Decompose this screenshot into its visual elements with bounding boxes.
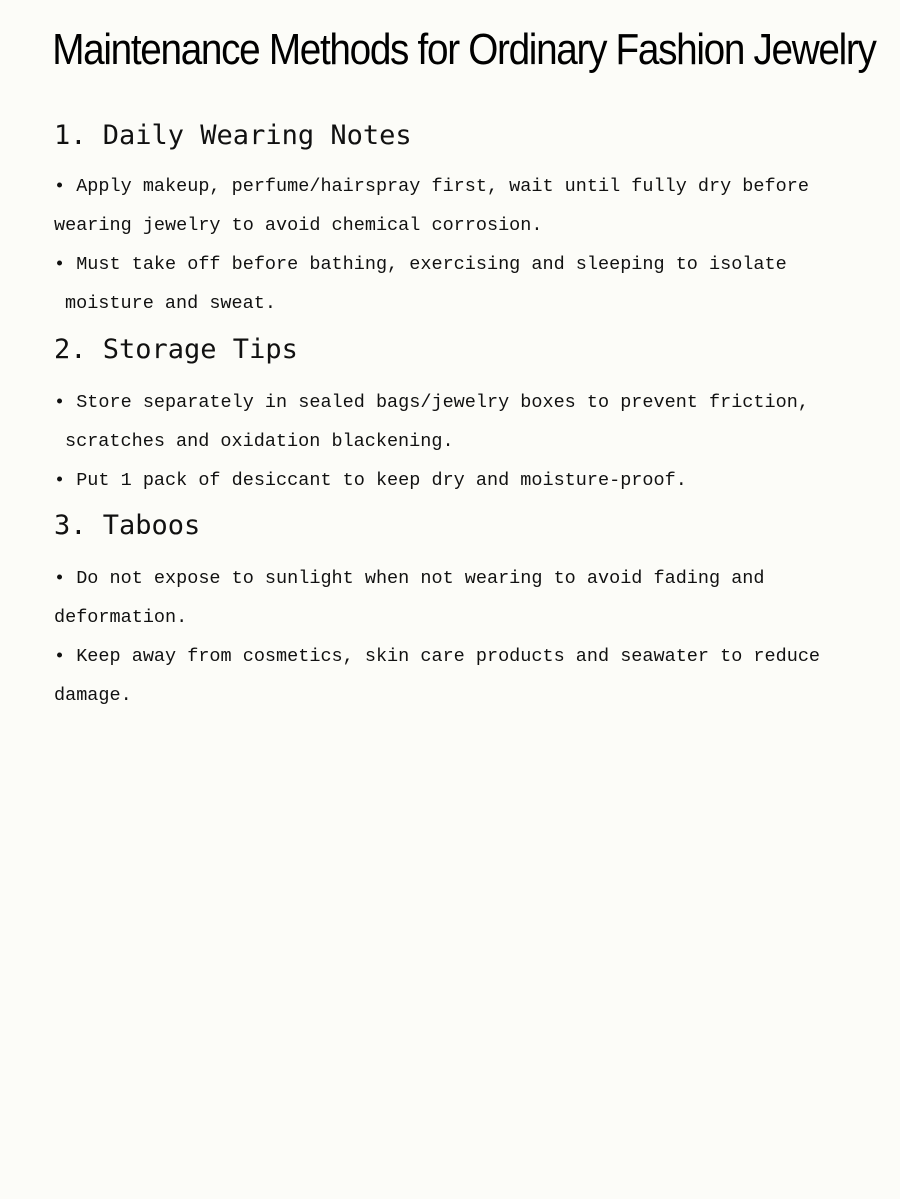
bullet-continuation: moisture and sweat. bbox=[65, 293, 276, 314]
bullet-text: • Put 1 pack of desiccant to keep dry and moisture-proof. bbox=[54, 470, 687, 491]
list-item bbox=[54, 167, 854, 245]
list-item bbox=[54, 637, 854, 715]
page-title: Maintenance Methods for Ordinary Fashion Jewelry bbox=[52, 25, 876, 74]
section-daily-wearing bbox=[54, 118, 854, 323]
section-storage-tips bbox=[54, 332, 854, 500]
list-item bbox=[54, 559, 854, 637]
bullet-continuation: scratches and oxidation blackening. bbox=[65, 431, 454, 452]
bullet-text: • Apply makeup, perfume/hairspray first, wait until fully dry before bbox=[54, 176, 809, 197]
bullet-text: • Store separately in sealed bags/jewelry boxes to prevent friction, bbox=[54, 392, 809, 413]
bullet-text: • Must take off before bathing, exercising and sleeping to isolate bbox=[54, 254, 787, 275]
section-heading: 2. Storage Tips bbox=[54, 334, 298, 365]
bullet-text: • Do not expose to sunlight when not wearing to avoid fading and bbox=[54, 568, 765, 589]
section-heading: 3. Taboos bbox=[54, 510, 201, 541]
list-item bbox=[54, 245, 854, 323]
bullet-continuation: deformation. bbox=[54, 607, 188, 628]
section-taboos bbox=[54, 508, 854, 715]
section-heading: 1. Daily Wearing Notes bbox=[54, 120, 412, 151]
bullet-continuation: damage. bbox=[54, 685, 132, 706]
list-item bbox=[54, 461, 854, 500]
list-item bbox=[54, 383, 854, 461]
bullet-continuation: wearing jewelry to avoid chemical corrosion. bbox=[54, 215, 543, 236]
bullet-text: • Keep away from cosmetics, skin care products and seawater to reduce bbox=[54, 646, 821, 667]
